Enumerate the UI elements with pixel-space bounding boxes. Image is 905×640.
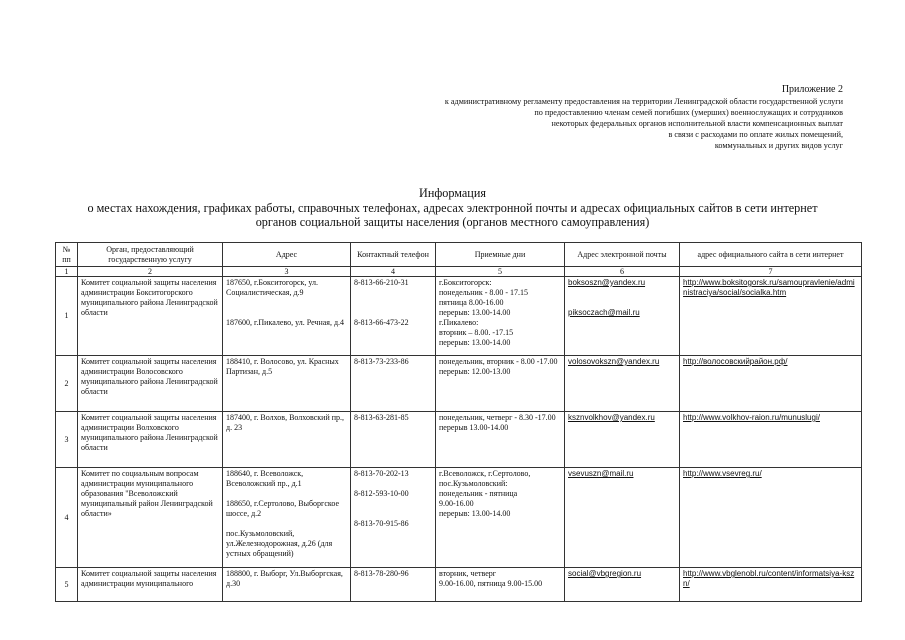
heading-subtitle: о местах нахождения, графиках работы, справочных телефонах, адресах электронной почты и адресах официальных сайтов в сети интернет [87,200,818,215]
header-number: № пп [56,243,78,267]
address-cell: 187400, г. Волхов, Волховский пр., д. 23 [223,412,351,468]
organ-name: Комитет социальной защиты населения администрации Волховского муниципального района Ленинградской области [78,412,223,468]
website-link[interactable]: http://www.vsevreg.ru/ [680,468,862,568]
reception-days-cell: г.Бокситогорск: понедельник - 8.00 - 17.15 пятница 8.00-16.00 перерыв: 13.00-14.00 г.Пикалево: вторник – 8.00. -17.15 перерыв: 13.00-14.00 [436,277,565,356]
phone-cell: 8-813-78-280-96 [351,568,436,602]
reception-days-cell: понедельник, вторник - 8.00 -17.00 перерыв: 12.00-13.00 [436,356,565,412]
reception-days-cell: понедельник, четверг - 8.30 -17.00 перерыв 13.00-14.00 [436,412,565,468]
column-number: 4 [351,267,436,277]
table-row [56,277,862,356]
column-number: 7 [680,267,862,277]
document-heading [0,186,905,230]
table-row [56,468,862,568]
appendix-line: некоторых федеральных органов исполнительной власти компенсационных выплат [551,119,843,128]
organ-name: Комитет социальной защиты населения администрации Бокситогорского муниципального района Ленинградской области [78,277,223,356]
header-organ: Орган, предоставляющий государственную услугу [78,243,223,267]
email-link[interactable]: boksoszn@yandex.ru piksoczach@mail.ru [565,277,680,356]
column-number: 1 [56,267,78,277]
header-address: Адрес [223,243,351,267]
table-row [56,356,862,412]
offices-table [55,242,862,602]
heading-subtitle-2: органов социальной защиты населения (органов местного самоуправления) [255,215,650,229]
column-number: 6 [565,267,680,277]
website-link[interactable]: http://www.volkhov-raion.ru/munuslugi/ [680,412,862,468]
row-number: 5 [56,568,78,602]
phone-cell: 8-813-66-210-31 8-813-66-473-22 [351,277,436,356]
website-link[interactable]: http://волосовскийрайон.рф/ [680,356,862,412]
column-number: 2 [78,267,223,277]
table-row [56,568,862,602]
appendix-title: Приложение 2 [781,84,843,95]
address-cell: 188410, г. Волосово, ул. Красных Партизан, д.5 [223,356,351,412]
phone-cell: 8-813-63-281-85 [351,412,436,468]
email-link[interactable]: ksznvolkhov@yandex.ru [565,412,680,468]
phone-cell: 8-813-70-202-13 8-812-593-10-00 8-813-70-915-86 [351,468,436,568]
header-phone: Контактный телефон [351,243,436,267]
address-cell: 187650, г.Бокситогорск, ул. Социалистическая, д.9 187600, г.Пикалево, ул. Речная, д.4 [223,277,351,356]
appendix-line: к административному регламенту предоставления на территории Ленинградской области государственной услуги [444,97,843,106]
header-website: адрес официального сайта в сети интернет [680,243,862,267]
row-number: 4 [56,468,78,568]
email-link[interactable]: social@vbgregion.ru [565,568,680,602]
address-cell: 188640, г. Всеволожск, Всеволожский пр., д.1 188650, г.Сертолово, Выборгское шоссе, д.2 пос.Кузьмоловский, ул.Железнодорожная, д.26 (для устных обращений) [223,468,351,568]
table-row [56,412,862,468]
appendix-line: в связи с расходами по оплате жилых помещений, [668,130,843,139]
appendix-line: коммунальных и других видов услуг [714,141,843,150]
row-number: 3 [56,412,78,468]
header-reception-days: Приемные дни [436,243,565,267]
reception-days-cell: вторник, четверг 9.00-16.00, пятница 9.00-15.00 [436,568,565,602]
reception-days-cell: г.Всеволожск, г.Сертолово, пос.Кузьмоловский: понедельник - пятница 9.00-16.00 перерыв: 13.00-14.00 [436,468,565,568]
phone-cell: 8-813-73-233-86 [351,356,436,412]
column-number: 3 [223,267,351,277]
address-cell: 188800, г. Выборг, Ул.Выборгская, д.30 [223,568,351,602]
email-link[interactable]: volosovokszn@yandex.ru [565,356,680,412]
website-link[interactable]: http://www.boksitogorsk.ru/samoupravlenie/administraciya/social/socialka.htm [680,277,862,356]
row-number: 2 [56,356,78,412]
heading-title: Информация [419,186,486,200]
row-number: 1 [56,277,78,356]
website-link[interactable]: http://www.vbglenobl.ru/content/informatsiya-kszn/ [680,568,862,602]
organ-name: Комитет по социальным вопросам администрации муниципального образования "Всеволожский муниципальный район Ленинградской области» [78,468,223,568]
header-email: Адрес электронной почты [565,243,680,267]
appendix-block [445,84,843,151]
email-link[interactable]: vsevuszn@mail.ru [565,468,680,568]
column-number: 5 [436,267,565,277]
organ-name: Комитет социальной защиты населения администрации Волосовского муниципального района Ленинградской области [78,356,223,412]
appendix-line: по предоставлению членам семей погибших (умерших) военнослужащих и сотрудников [534,108,843,117]
organ-name: Комитет социальной защиты населения администрации муниципального [78,568,223,602]
